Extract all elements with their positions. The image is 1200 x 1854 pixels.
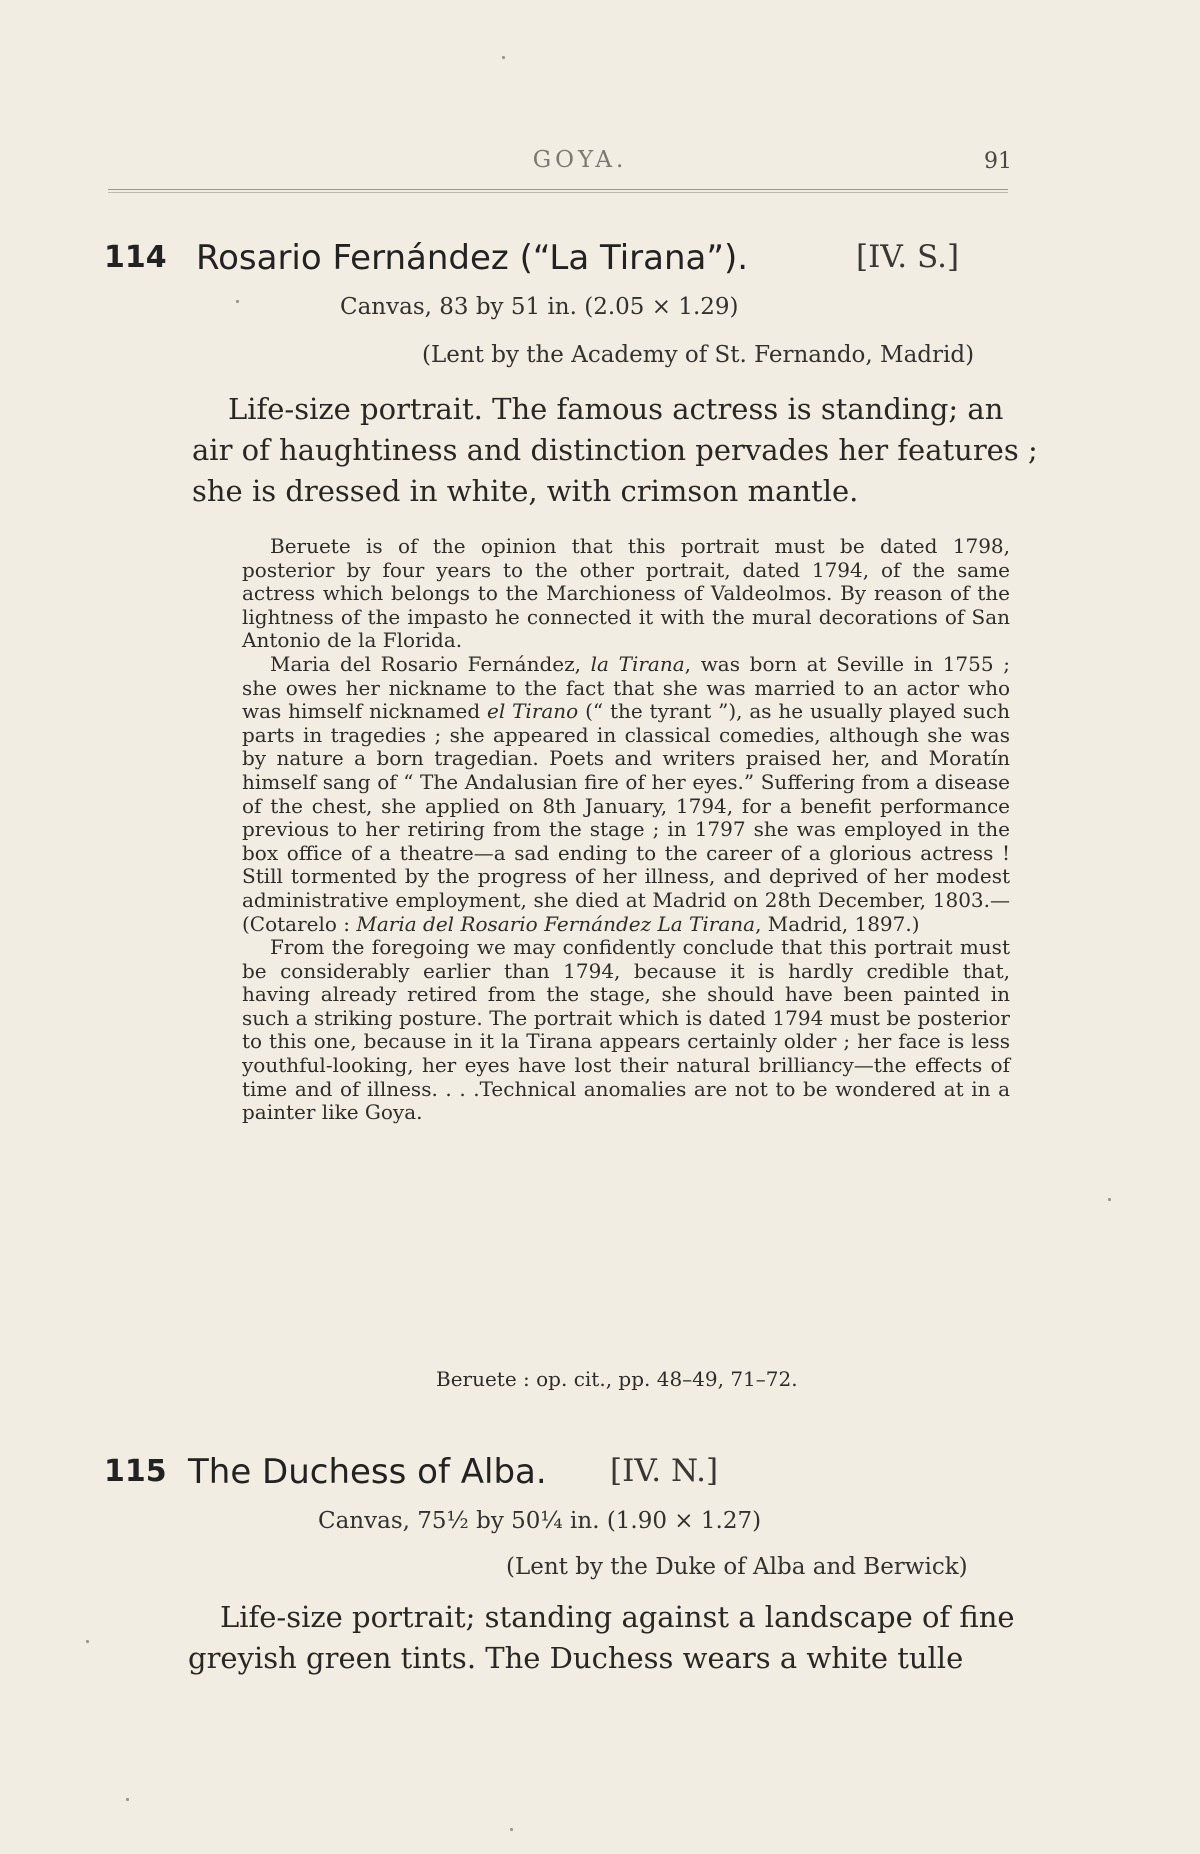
description-line: greyish green tints. The Duchess wears a white tulle: [188, 1641, 964, 1675]
note-italic: el Tirano: [487, 699, 579, 724]
description-line: Life-size portrait. The famous actress is standing; an: [228, 392, 1004, 426]
description-line: air of haughtiness and distinction pervades her features ;: [192, 433, 1038, 467]
entry-number: 114: [104, 240, 167, 275]
description-line: Life-size portrait; standing against a landscape of fine: [220, 1600, 1015, 1634]
lender-credit: (Lent by the Academy of St. Fernando, Madrid): [422, 342, 975, 368]
paper-speck: [236, 300, 239, 303]
running-title: GOYA.: [532, 147, 628, 173]
paper-speck: [502, 56, 505, 59]
note-paragraph: [242, 653, 1010, 936]
entry-115-heading: [100, 1452, 1020, 1508]
gallery-location: [IV. N.]: [610, 1453, 719, 1489]
gallery-location: [IV. S.]: [856, 239, 960, 275]
note-text: , was born at Seville in 1755 ; she owes her nickname to the fact that she was married to an actor who was himself nicknamed: [242, 651, 1011, 724]
source-attribution: Beruete : op. cit., pp. 48–49, 71–72.: [436, 1367, 798, 1391]
note-paragraph: Beruete is of the opinion that this portrait must be dated 1798, posterior by four years to the other portrait, dated 1794, of the same actress which belongs to the Marchioness of Valdeolmos. By reason of the lightness of the impasto he connected it with the mural decorations of San Antonio de la Florida.: [242, 534, 1010, 653]
note-italic: la Tirana: [590, 651, 685, 676]
paper-speck: [126, 1798, 129, 1801]
paper-speck: [510, 1828, 513, 1831]
entry-description: [192, 389, 1038, 512]
entry-114-heading: [100, 238, 1020, 294]
entry-title: The Duchess of Alba.: [188, 1452, 547, 1492]
note-paragraph: From the foregoing we may confidently conclude that this portrait must be considerably earlier than 1794, because it is hardly credible that, having already retired from the stage, she should have been painted in such a striking posture. The portrait which is dated 1794 must be posterior to this one, because in it la Tirana appears certainly older ; her face is less youthful-looking, her eyes have lost their natural brilliancy—the effects of time and of illness. . . .Technical anomalies are not to be wondered at in a painter like Goya.: [242, 935, 1010, 1125]
note-text: Maria del Rosario Fernández,: [270, 651, 591, 676]
description-line: she is dressed in white, with crimson mantle.: [192, 474, 859, 508]
canvas-dimensions: Canvas, 75½ by 50¼ in. (1.90 × 1.27): [318, 1508, 762, 1534]
scholarly-note: [242, 535, 1010, 1125]
lender-credit: (Lent by the Duke of Alba and Berwick): [506, 1554, 968, 1580]
running-head: [0, 143, 1200, 183]
note-text: (“ the tyrant ”), as he usually played such parts in tragedies ; she appeared in classical comedies, although she was by nature a born tragedian. Poets and writers praised her, and Moratín himself sang of “ The Andalusian fire of her eyes.” Suffering from a disease of the chest, she applied on 8th January, 1794, for a benefit performance previous to her retiring from the stage ; in 1797 she was employed in the box office of a theatre—a sad ending to the career of a glorious actress ! Still tormented by the progress of her illness, and deprived of her modest administrative employment, she died at Madrid on 28th December, 1803.—(Cotarelo :: [242, 699, 1011, 936]
note-italic: Maria del Rosario Fernández La Tirana: [356, 911, 756, 936]
header-rule: [108, 189, 1008, 193]
canvas-dimensions: Canvas, 83 by 51 in. (2.05 × 1.29): [340, 294, 739, 320]
entry-title: Rosario Fernández (“La Tirana”).: [196, 238, 749, 278]
paper-speck: [86, 1640, 89, 1643]
entry-description: [188, 1597, 1014, 1679]
page-number: 91: [984, 149, 1012, 174]
paper-speck: [1108, 1198, 1111, 1201]
entry-number: 115: [104, 1454, 167, 1489]
note-text: , Madrid, 1897.): [755, 911, 920, 936]
